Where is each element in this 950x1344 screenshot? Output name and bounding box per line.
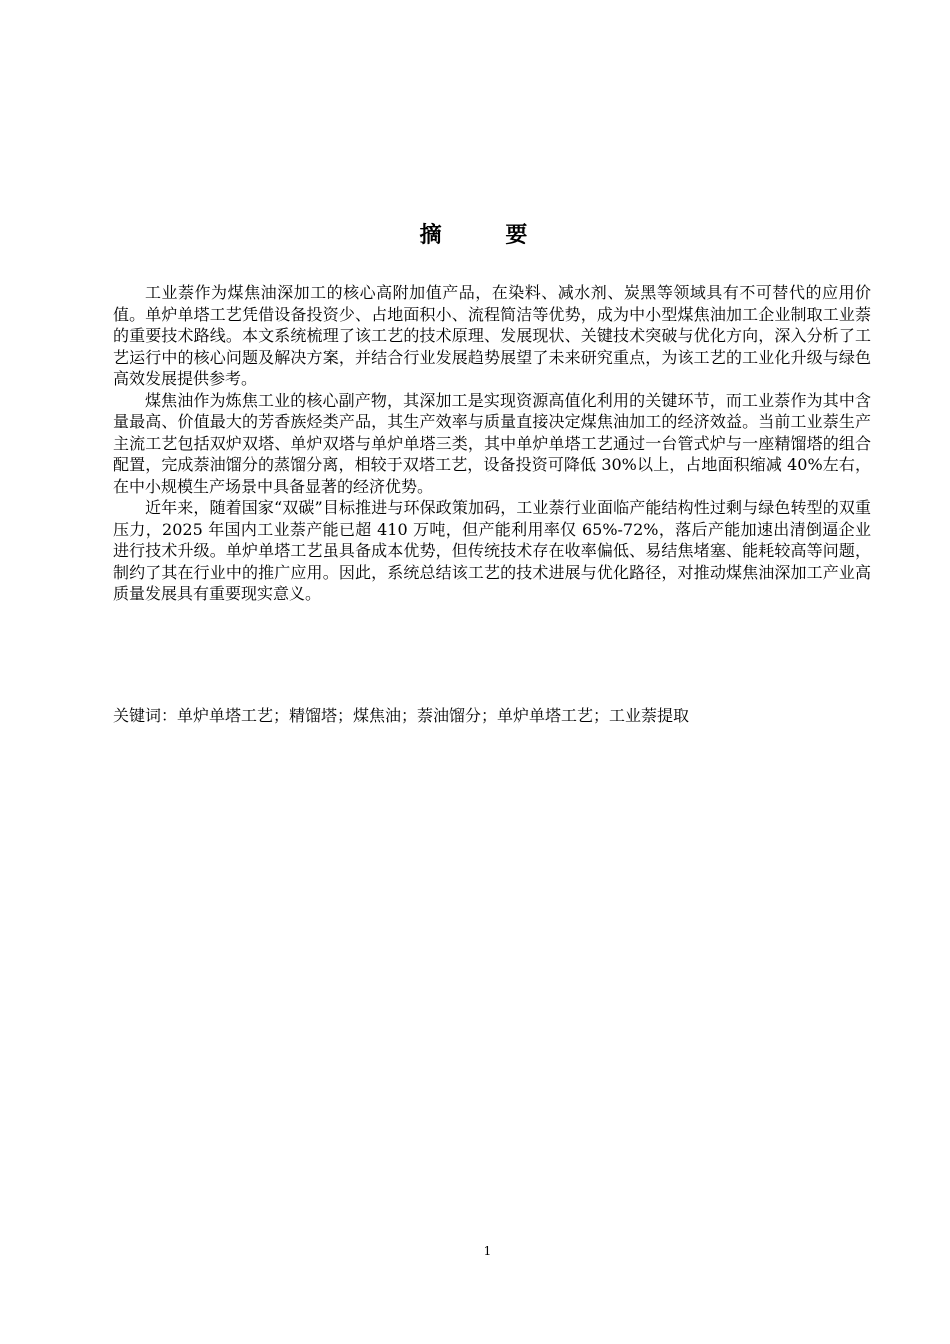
abstract-body xyxy=(113,282,871,605)
page-title: 摘 要 xyxy=(419,222,556,248)
page-number: 1 xyxy=(483,1244,492,1258)
keywords-line: 关键词：单炉单塔工艺；精馏塔；煤焦油；萘油馏分；单炉单塔工艺；工业萘提取 xyxy=(113,706,690,725)
abstract-paragraph-2: 煤焦油作为炼焦工业的核心副产物，其深加工是实现资源高值化利用的关键环节，而工业萘作为其中含量最高、价值最大的芳香族烃类产品，其生产效率与质量直接决定煤焦油加工的经济效益。当前工业萘生产主流工艺包括双炉双塔、单炉双塔与单炉单塔三类，其中单炉单塔工艺通过一台管式炉与一座精馏塔的组合配置，完成萘油馏分的蒸馏分离，相较于双塔工艺，设备投资可降低 30%以上，占地面积缩减 40%左右，在中小规模生产场景中具备显著的经济优势。 xyxy=(113,390,871,496)
abstract-paragraph-1: 工业萘作为煤焦油深加工的核心高附加值产品，在染料、减水剂、炭黑等领域具有不可替代的应用价值。单炉单塔工艺凭借设备投资少、占地面积小、流程简洁等优势，成为中小型煤焦油加工企业制取工业萘的重要技术路线。本文系统梳理了该工艺的技术原理、发展现状、关键技术突破与优化方向，深入分析了工艺运行中的核心问题及解决方案，并结合行业发展趋势展望了未来研究重点，为该工艺的工业化升级与绿色高效发展提供参考。 xyxy=(113,283,871,388)
abstract-paragraph-3: 近年来，随着国家“双碳”目标推进与环保政策加码，工业萘行业面临产能结构性过剩与绿色转型的双重压力，2025 年国内工业萘产能已超 410 万吨，但产能利用率仅 65%-72%，落后产能加速出清倒逼企业进行技术升级。单炉单塔工艺虽具备成本优势，但传统技术存在收率偏低、易结焦堵塞、能耗较高等问题，制约了其在行业中的推广应用。因此，系统总结该工艺的技术进展与优化路径，对推动煤焦油深加工产业高质量发展具有重要现实意义。 xyxy=(113,498,871,603)
